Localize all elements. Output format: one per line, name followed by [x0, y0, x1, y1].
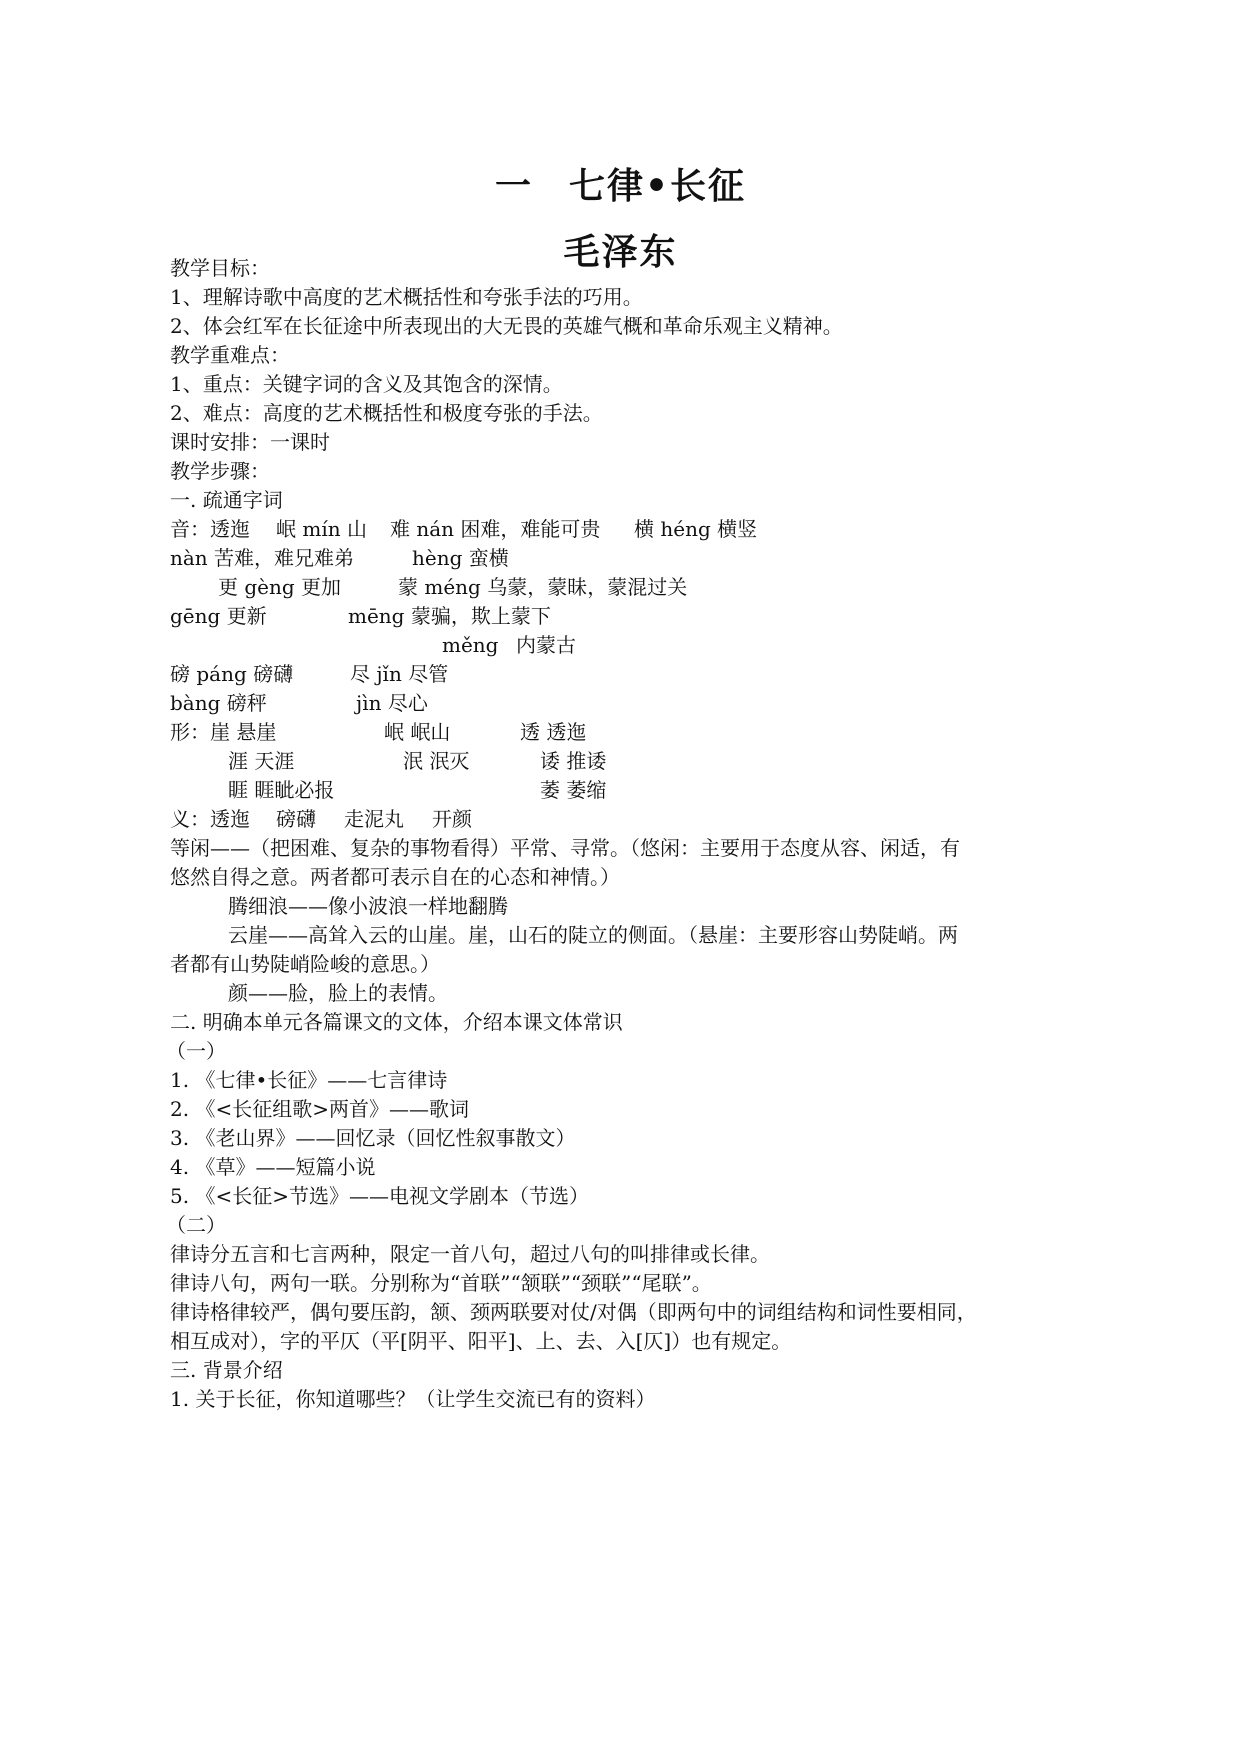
regulated-verse-note-3: 律诗格律较严，偶句要压韵，颔、颈两联要对仗/对偶（即两句中的词组结构和词性要相同，	[170, 1300, 977, 1324]
definition-dengxian-cont: 悠然自得之意。两者都可表示自在的心态和神情。）	[170, 865, 620, 889]
heading-teaching-steps: 教学步骤：	[170, 459, 270, 483]
definition-tengxilang: 腾细浪——像小波浪一样地翻腾	[228, 894, 508, 918]
vocab-cell: 泯 泯灭	[403, 749, 470, 773]
vocab-cell: 岷 岷山	[384, 720, 451, 744]
genre-item-1: 1. 《七律•长征》——七言律诗	[170, 1068, 448, 1092]
genre-item-2: 2. 《<长征组歌>两首》——歌词	[170, 1097, 469, 1121]
vocab-cell: gēng 更新	[170, 604, 267, 628]
lesson-title	[0, 158, 1241, 209]
vocab-cell: bàng 磅秤	[170, 691, 267, 715]
lesson-name: 七律•长征	[569, 165, 747, 207]
subsection-1: （一）	[166, 1039, 226, 1063]
background-item-1: 1. 关于长征，你知道哪些？（让学生交流已有的资料）	[170, 1387, 656, 1411]
genre-item-5: 5. 《<长征>节选》——电视文学剧本（节选）	[170, 1184, 589, 1208]
definition-yan: 颜——脸，脸上的表情。	[228, 981, 448, 1005]
vocab-cell: 睚 睚眦必报	[228, 778, 335, 802]
vocab-cell: 涯 天涯	[228, 749, 295, 773]
vocab-cell: 开颜	[432, 807, 472, 831]
vocab-cell: 磅礴	[276, 807, 316, 831]
goal-2: 2、体会红军在长征途中所表现出的大无畏的英雄气概和革命乐观主义精神。	[170, 314, 843, 338]
vocab-cell: 蒙 méng 乌蒙，蒙昧，蒙混过关	[398, 575, 688, 599]
vocab-cell: 形：崖 悬崖	[170, 720, 277, 744]
vocab-cell: hèng 蛮横	[412, 546, 509, 570]
step-1-heading: 一. 疏通字词	[170, 488, 283, 512]
definition-yunya-cont: 者都有山势陡峭险峻的意思。）	[170, 952, 440, 976]
vocab-cell: 义：透迤	[170, 807, 250, 831]
step-3-heading: 三. 背景介绍	[170, 1358, 283, 1382]
vocab-cell: 岷 mín 山	[276, 517, 367, 541]
vocab-cell: měng	[442, 633, 499, 657]
key-point-1: 1、重点：关键字词的含义及其饱含的深情。	[170, 372, 563, 396]
vocab-cell: 磅 páng 磅礴	[170, 662, 294, 686]
vocab-cell: jìn 尽心	[356, 691, 428, 715]
genre-item-3: 3. 《老山界》——回忆录（回忆性叙事散文）	[170, 1126, 576, 1150]
regulated-verse-note-3-cont: 相互成对），字的平仄（平[阴平、阳平]、上、去、入[仄]）也有规定。	[170, 1329, 792, 1353]
vocab-cell: 诿 推诿	[540, 749, 607, 773]
vocab-cell: 更 gèng 更加	[218, 575, 342, 599]
vocab-cell: 萎 萎缩	[540, 778, 607, 802]
subsection-2: （二）	[166, 1213, 226, 1237]
regulated-verse-note-2: 律诗八句，两句一联。分别称为“首联”“颔联”“颈联”“尾联”。	[170, 1271, 712, 1295]
vocab-cell: 横 héng 横竖	[634, 517, 758, 541]
class-schedule: 课时安排：一课时	[170, 430, 330, 454]
heading-teaching-goals: 教学目标：	[170, 256, 270, 280]
vocab-cell: 内蒙古	[516, 633, 576, 657]
vocab-cell: 音：透迤	[170, 517, 250, 541]
vocab-cell: 走泥丸	[344, 807, 404, 831]
vocab-cell: 透 透迤	[520, 720, 587, 744]
vocab-cell: 难 nán 困难，难能可贵	[390, 517, 601, 541]
step-2-heading: 二. 明确本单元各篇课文的文体，介绍本课文体常识	[170, 1010, 623, 1034]
regulated-verse-note-1: 律诗分五言和七言两种，限定一首八句，超过八句的叫排律或长律。	[170, 1242, 770, 1266]
heading-key-points: 教学重难点：	[170, 343, 290, 367]
author: 毛泽东	[563, 231, 678, 273]
key-point-2: 2、难点：高度的艺术概括性和极度夸张的手法。	[170, 401, 603, 425]
definition-dengxian: 等闲——（把困难、复杂的事物看得）平常、寻常。（悠闲：主要用于态度从容、闲适，有	[170, 836, 960, 860]
vocab-cell: mēng 蒙骗，欺上蒙下	[348, 604, 551, 628]
goal-1: 1、理解诗歌中高度的艺术概括性和夸张手法的巧用。	[170, 285, 643, 309]
genre-item-4: 4. 《草》——短篇小说	[170, 1155, 376, 1179]
lesson-number: 一	[494, 165, 533, 207]
vocab-cell: nàn 苦难，难兄难弟	[170, 546, 355, 570]
definition-yunya: 云崖——高耸入云的山崖。崖，山石的陡立的侧面。（悬崖：主要形容山势陡峭。两	[228, 923, 958, 947]
vocab-cell: 尽 jǐn 尽管	[350, 662, 449, 686]
